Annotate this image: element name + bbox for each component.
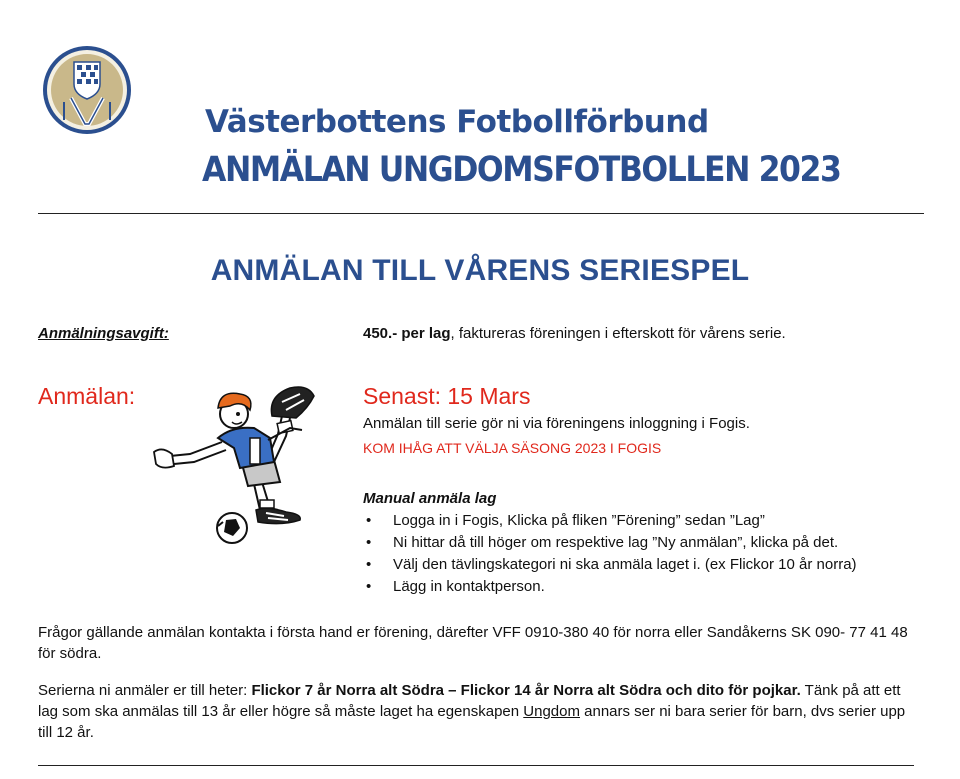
series-intro: Serierna ni anmäler er till heter:	[38, 682, 252, 699]
list-item: • Lägg in kontaktperson.	[363, 576, 857, 598]
contact-paragraph: Frågor gällande anmälan kontakta i första hand er förening, därefter VFF 0910-380 40 för norra eller Sandåkerns SK 090- 77 41 48 för södra.	[38, 624, 908, 662]
list-item: • Välj den tävlingskategori ni ska anmäla laget i. (ex Flickor 10 år norra)	[363, 554, 857, 576]
series-note: Tänk på att ett lag som ska anmälas till 13 år eller högre så måste laget ha egenskapen	[38, 682, 901, 720]
list-item: • Logga in i Fogis, Klicka på fliken ”Förening” sedan ”Lag”	[363, 510, 857, 532]
manual-heading: Manual anmäla lag	[363, 490, 497, 507]
fee-amount: 450.- per lag	[363, 325, 451, 342]
list-item: • Ni hittar då till höger om respektive lag ”Ny anmälan”, klicka på det.	[363, 532, 857, 554]
season-reminder: KOM IHÅG ATT VÄLJA SÄSONG 2023 I FOGIS	[363, 440, 662, 456]
header-divider	[38, 213, 924, 214]
document-title: ANMÄLAN UNGDOMSFOTBOLLEN 2023	[202, 150, 841, 190]
fee-label: Anmälningsavgift:	[38, 325, 169, 342]
vff-crest-icon	[41, 44, 133, 136]
fee-info	[363, 325, 786, 342]
series-paragraph	[38, 680, 918, 743]
registration-label: Anmälan:	[38, 383, 136, 409]
fee-description: , faktureras föreningen i efterskott för vårens serie.	[450, 325, 786, 342]
footer-divider	[38, 765, 914, 766]
registration-deadline: Senast: 15 Mars	[363, 383, 531, 409]
vff-logo	[41, 44, 133, 136]
ungdom-property: Ungdom	[523, 703, 580, 720]
manual-steps	[363, 510, 857, 598]
series-names: Flickor 7 år Norra alt Södra – Flickor 14 år Norra alt Södra och dito för pojkar.	[251, 682, 801, 699]
section-title: ANMÄLAN TILL VÅRENS SERIESPEL	[210, 254, 750, 287]
series-note-end: annars ser ni bara serier för barn, dvs serier upp till 12 år.	[38, 703, 906, 741]
registration-instruction: Anmälan till serie gör ni via föreningens inloggning i Fogis.	[363, 415, 750, 432]
football-player-illustration	[150, 382, 330, 548]
organization-name: Västerbottens Fotbollförbund	[205, 104, 709, 140]
